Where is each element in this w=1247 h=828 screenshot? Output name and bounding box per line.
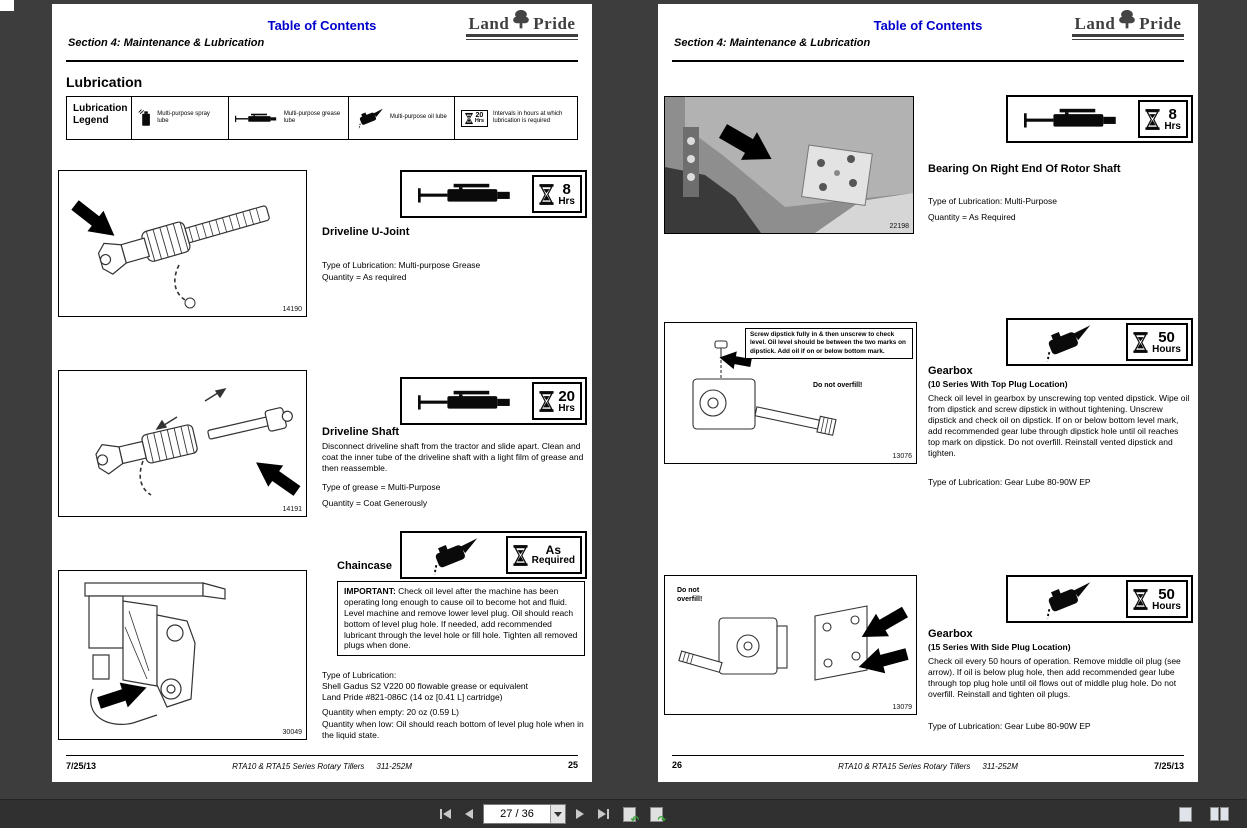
logo-word-land: Land	[1074, 14, 1116, 33]
figure-number: 14190	[282, 306, 302, 313]
interval-value: 8	[1168, 105, 1177, 123]
figure-number: 14191	[282, 506, 302, 513]
chaincase-drawing	[59, 571, 306, 739]
green-forward-arrow-icon: ↷	[657, 814, 666, 826]
facing-pages-icon	[1210, 807, 1229, 821]
hourglass-icon	[465, 112, 473, 125]
next-view-button[interactable]	[646, 804, 667, 825]
legend-spray-cell	[131, 97, 228, 139]
green-back-arrow-icon: ↶	[630, 814, 639, 826]
quantity-line: Quantity = Coat Generously	[322, 498, 428, 508]
figure-driveline-ujoint	[58, 170, 307, 317]
grease-gun-icon	[235, 111, 279, 126]
last-page-bar	[607, 809, 609, 819]
logo-text	[466, 9, 578, 32]
item-heading-gearbox15: Gearbox	[928, 628, 973, 640]
type-of-lubrication-line: Type of Lubrication: Multi-Purpose	[928, 196, 1057, 206]
page-26	[658, 4, 1198, 782]
footer-rule	[66, 755, 578, 756]
viewer-toolbar	[0, 799, 1247, 828]
header-rule	[66, 60, 578, 62]
quantity-line: Quantity = As required	[322, 272, 407, 282]
tree-icon	[510, 9, 532, 33]
interval-unit: Hrs	[558, 402, 575, 414]
footer-rule	[672, 755, 1184, 756]
quantity-line: Quantity = As Required	[928, 212, 1016, 222]
single-page-icon	[1179, 807, 1192, 822]
interval-unit: Hours	[1152, 343, 1181, 355]
interval-box-shaft	[400, 377, 587, 425]
interval-value: 50	[1158, 585, 1175, 603]
legend-spray-label: Multi-purpose spray lube	[157, 110, 210, 124]
bearing-photo	[665, 97, 913, 233]
overfill-warning: Do not overfill!	[813, 382, 863, 389]
type-of-lubrication-line: Type of Lubrication:	[322, 670, 397, 680]
landpride-logo	[466, 9, 578, 40]
legend-label: Lubrication Legend	[73, 103, 128, 126]
legend-hours-unit: Hrs	[474, 117, 484, 124]
figure-chaincase	[58, 570, 307, 740]
legend-grease-cell	[228, 97, 348, 139]
callout-arrow-icon	[249, 452, 305, 502]
figure-bearing-photo	[664, 96, 914, 234]
window-corner-artifact	[0, 0, 14, 11]
hourglass-icon	[1133, 331, 1148, 354]
figure-gearbox-10series	[664, 322, 917, 464]
landpride-logo	[1072, 9, 1184, 40]
grease-gun-icon	[1024, 105, 1122, 134]
footer-part-number: 311-252M	[376, 762, 412, 771]
driveline-shaft-drawing	[59, 371, 306, 516]
type-of-grease-line: Type of grease = Multi-Purpose	[322, 482, 441, 492]
footer-doc-title: RTA10 & RTA15 Series Rotary Tillers	[838, 762, 971, 771]
previous-view-icon	[623, 807, 639, 826]
interval-box-chaincase	[400, 531, 587, 579]
hourglass-icon	[1133, 588, 1148, 611]
hour-box	[1126, 580, 1188, 618]
facing-pages-view-button[interactable]	[1206, 804, 1233, 824]
logo-underline-thick	[466, 34, 578, 37]
legend-interval-note: Intervals in hours at which lubrication is required	[493, 110, 563, 124]
legend-hours-value: 20	[475, 111, 484, 119]
next-page-icon	[576, 809, 584, 819]
previous-page-button[interactable]	[461, 806, 477, 822]
important-text: Check oil level after the machine has been operating long enough to cause oil to become hot and fluid. Level machine and remove lower level plug. Oil should reach bottom of level plug hole. If needed, add recommended lubricant through the level hole or fill hole. Tighten all removed plugs when done.	[344, 586, 578, 651]
view-mode-buttons	[1175, 800, 1233, 828]
previous-view-button[interactable]	[619, 804, 640, 825]
interval-value: 8	[562, 180, 571, 198]
quantity-low-line: Quantity when low: Oil should reach bottom of level plug hole when in the liquid state.	[322, 719, 584, 741]
type-of-lubrication-line: Type of Lubrication: Gear Lube 80-90W EP	[928, 721, 1091, 731]
footer-doc-title: RTA10 & RTA15 Series Rotary Tillers	[232, 762, 365, 771]
callout-arrow-icon	[67, 195, 122, 246]
item-heading-ujoint: Driveline U-Joint	[322, 226, 410, 238]
overfill-warning: Do not overfill!	[677, 587, 703, 604]
interval-box-ujoint	[400, 170, 587, 218]
footer-title	[52, 762, 592, 771]
legend-oil-cell	[348, 97, 454, 139]
hour-box	[1126, 323, 1188, 361]
legend-grease-label: Multi-purpose grease lube	[283, 110, 341, 124]
figure-number: 22198	[889, 223, 909, 230]
dipstick-callout: Screw dipstick fully in & then unscrew to check level. Oil level should be between the two marks on dipstick. Add oil if on or below bottom mark.	[745, 328, 913, 359]
oil-can-icon	[1040, 322, 1094, 362]
oil-can-icon	[427, 535, 481, 575]
header-rule	[672, 60, 1184, 62]
item-body-shaft: Disconnect driveline shaft from the tractor and slide apart. Clean and coat the inner tube of the driveline shaft with a light film of grease and then reassemble.	[322, 441, 584, 474]
footer-page-number: 25	[567, 760, 578, 770]
interval-unit: Hrs	[558, 195, 575, 207]
logo-underline-thin	[466, 39, 578, 40]
footer-date: 7/25/13	[1153, 761, 1184, 771]
item-heading-chaincase: Chaincase	[337, 560, 393, 572]
item-heading-bearing: Bearing On Right End Of Rotor Shaft	[928, 163, 1121, 175]
first-page-button[interactable]	[436, 806, 455, 822]
interval-value: 50	[1158, 328, 1175, 346]
logo-word-land: Land	[468, 14, 510, 33]
quantity-empty-line: Quantity when empty: 20 oz (0.59 L)	[322, 707, 460, 717]
interval-unit: Hrs	[1164, 120, 1181, 132]
grease-gun-icon	[418, 180, 516, 209]
legend-interval-cell	[454, 97, 577, 139]
next-view-icon	[650, 807, 666, 826]
lubrication-legend	[66, 96, 578, 140]
first-page-icon	[443, 809, 451, 819]
hour-box	[532, 175, 582, 213]
next-page-button[interactable]	[572, 806, 588, 822]
hourglass-icon	[539, 183, 554, 206]
footer-part-number: 311-252M	[982, 762, 1018, 771]
slide-apart-arrows	[157, 389, 225, 429]
legend-hour-box	[461, 110, 488, 127]
driveline-ujoint-drawing	[59, 171, 306, 316]
interval-box-gearbox15	[1006, 575, 1193, 623]
page-25	[52, 4, 592, 782]
important-label: IMPORTANT:	[344, 586, 396, 596]
logo-word-pride: Pride	[1139, 14, 1182, 33]
toc-link[interactable]: Table of Contents	[873, 18, 983, 33]
oil-can-icon	[1040, 579, 1094, 619]
section-heading: Section 4: Maintenance & Lubrication	[674, 37, 871, 49]
interval-value: 20	[558, 387, 575, 405]
tree-icon	[1116, 9, 1138, 33]
type-of-lubrication-line: Type of Lubrication: Gear Lube 80-90W EP	[928, 477, 1091, 487]
combo-dropdown-arrow[interactable]	[550, 805, 565, 823]
page-number-combobox[interactable]	[483, 804, 566, 824]
hourglass-icon	[1145, 108, 1160, 131]
spray-can-icon	[138, 108, 152, 128]
interval-value: As	[545, 543, 561, 557]
item-body-gearbox10: Check oil level in gearbox by unscrewing top vented dipstick. Wipe oil from dipstick and screw dipstick in without tightening. Unscrew dipstick and check oil on dipstick. If on or below bottom level mark, add recommended gear lube through dipstick hole until oil reaches top mark on dipstick. Do not overfill. Reinstall vented dipstick and tighten.	[928, 393, 1190, 459]
interval-unit: Hours	[1152, 600, 1181, 612]
section-heading: Section 4: Maintenance & Lubrication	[68, 37, 265, 49]
figure-number: 30049	[282, 729, 302, 736]
hourglass-icon	[513, 544, 528, 567]
lubricant-part-line: Land Pride #821-086C (14 oz [0.41 L] cartridge)	[322, 692, 503, 702]
figure-driveline-shaft	[58, 370, 307, 517]
lubricant-spec-line: Shell Gadus S2 V220 00 flowable grease or equivalent	[322, 681, 529, 691]
item-subheading-gearbox15: (15 Series With Side Plug Location)	[928, 642, 1071, 652]
item-body-gearbox15: Check oil every 50 hours of operation. Remove middle oil plug (see arrow). If oil is below plug hole, then add recommended gear lube through top plug hole until oil flows out of middle plug hole. Do not overfill. Reinstall and tighten oil plugs.	[928, 656, 1181, 700]
logo-underline-thin	[1072, 39, 1184, 40]
last-page-button[interactable]	[594, 806, 613, 822]
important-note-box	[337, 581, 585, 656]
figure-number: 13079	[892, 704, 912, 711]
oil-can-icon	[355, 107, 385, 129]
interval-box-bearing	[1006, 95, 1193, 143]
page-number-input[interactable]	[484, 805, 550, 823]
logo-text	[1072, 9, 1184, 32]
figure-gearbox-15series	[664, 575, 917, 715]
footer-page-number: 26	[672, 760, 683, 770]
first-page-bar	[440, 809, 442, 819]
lubrication-title: Lubrication	[66, 74, 143, 90]
logo-word-pride: Pride	[533, 14, 576, 33]
legend-oil-label: Multi-purpose oil lube	[389, 114, 447, 121]
interval-unit: Required	[531, 555, 575, 566]
type-of-lubrication-line: Type of Lubrication: Multi-purpose Grease	[322, 260, 481, 270]
logo-underline-thick	[1072, 34, 1184, 37]
item-heading-shaft: Driveline Shaft	[322, 426, 400, 438]
hourglass-icon	[539, 390, 554, 413]
figure-number: 13076	[892, 453, 912, 460]
last-page-icon	[598, 809, 606, 819]
item-subheading-gearbox10: (10 Series With Top Plug Location)	[928, 379, 1068, 389]
hour-box	[1138, 100, 1188, 138]
hour-box	[532, 382, 582, 420]
interval-box-gearbox10	[1006, 318, 1193, 366]
single-page-view-button[interactable]	[1175, 804, 1196, 825]
hour-box	[506, 536, 582, 574]
footer-date: 7/25/13	[66, 761, 97, 771]
toc-link[interactable]: Table of Contents	[267, 18, 377, 33]
previous-page-icon	[465, 809, 473, 819]
grease-gun-icon	[418, 387, 516, 416]
footer-title	[658, 762, 1198, 771]
item-heading-gearbox10: Gearbox	[928, 365, 973, 377]
page-navigation	[436, 800, 667, 828]
